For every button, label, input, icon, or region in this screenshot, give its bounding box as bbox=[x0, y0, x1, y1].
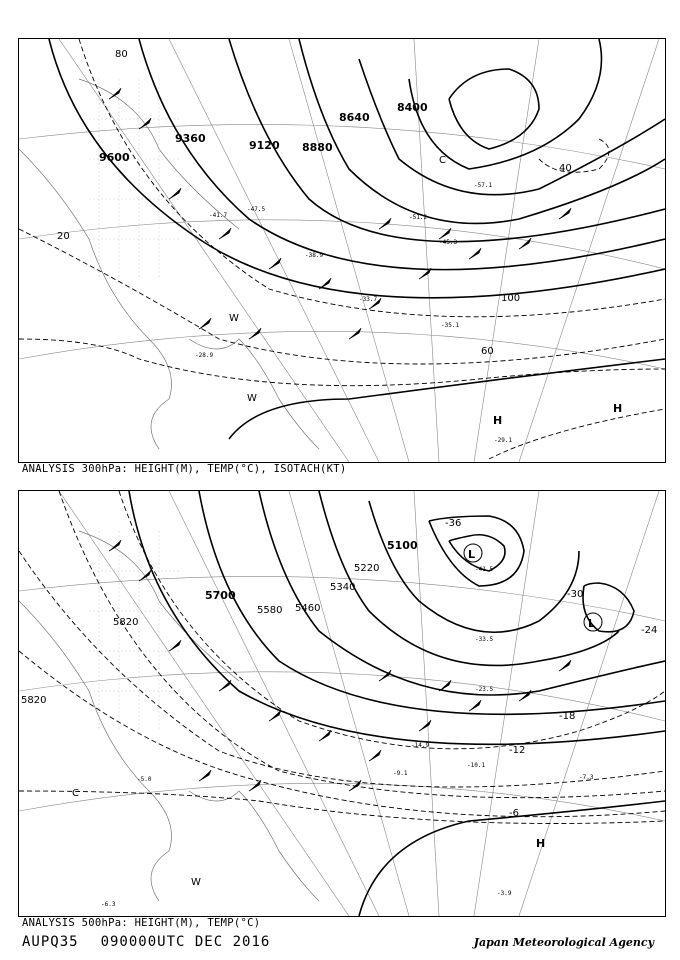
lower-height-label-5: 5340 bbox=[330, 582, 356, 593]
lower-high-center: H bbox=[536, 837, 546, 850]
lower-height-label-7: 5100 bbox=[387, 539, 418, 552]
upper-height-label-2: 9360 bbox=[175, 132, 206, 145]
upper-height-label-5: 8640 bbox=[339, 111, 370, 124]
upper-temp-10: -45.3 bbox=[439, 239, 458, 246]
upper-temp-4: -41.7 bbox=[209, 212, 228, 219]
upper-wind-marker-2: W bbox=[247, 393, 257, 404]
lower-height-contours bbox=[129, 491, 665, 916]
lower-map-500hpa bbox=[18, 490, 666, 917]
lower-height-label-6: 5220 bbox=[354, 563, 380, 574]
upper-map-300hpa bbox=[18, 38, 666, 463]
upper-height-label-3: 9120 bbox=[249, 139, 280, 152]
upper-wind-marker-1: W bbox=[229, 313, 239, 324]
upper-height-label-4: 8880 bbox=[302, 141, 333, 154]
upper-isotach-label-1: 20 bbox=[57, 231, 70, 242]
lower-temp-7: -5.0 bbox=[137, 776, 152, 783]
upper-temp-6: -51.2 bbox=[409, 214, 428, 221]
upper-height-label-1: 9600 bbox=[99, 151, 130, 164]
lower-height-label-3: 5580 bbox=[257, 605, 283, 616]
lower-map-canvas bbox=[19, 491, 665, 916]
lower-low-center-1: L bbox=[468, 548, 476, 561]
upper-cold-center: C bbox=[439, 155, 446, 166]
upper-temp-7: -57.1 bbox=[474, 182, 493, 189]
lower-height-label-4: 5460 bbox=[295, 603, 321, 614]
upper-high-center-2: H bbox=[613, 402, 623, 415]
lower-height-label-8: 5820 bbox=[21, 695, 47, 706]
lower-graticule bbox=[19, 491, 665, 916]
upper-isotach-label-2: 40 bbox=[559, 163, 572, 174]
lower-isotherm-label-2: -30 bbox=[567, 589, 584, 600]
upper-coastline bbox=[19, 79, 319, 449]
lower-low-center-2: L bbox=[588, 617, 596, 630]
lower-temp-8: -6.3 bbox=[101, 901, 116, 908]
lower-coastline bbox=[19, 531, 319, 901]
lower-temp-10: -33.5 bbox=[475, 636, 494, 643]
upper-isotachs bbox=[19, 39, 665, 459]
lower-height-label-2: 5700 bbox=[205, 589, 236, 602]
lower-isotherms bbox=[19, 491, 665, 824]
lower-cold-center: C bbox=[72, 788, 79, 799]
upper-isotach-label-5: 100 bbox=[501, 293, 521, 304]
upper-high-center-1: H bbox=[493, 414, 503, 427]
upper-temp-8: -28.9 bbox=[195, 352, 214, 359]
upper-temp-9: -35.1 bbox=[441, 322, 460, 329]
lower-height-label-1: 5820 bbox=[113, 617, 139, 628]
upper-temp-2: -33.7 bbox=[359, 296, 378, 303]
lower-isotherm-label-3: -24 bbox=[641, 625, 658, 636]
lower-isotherm-label-1: -36 bbox=[445, 518, 462, 529]
upper-isotach-label-3: 60 bbox=[481, 346, 494, 357]
lower-temp-9: -23.5 bbox=[475, 686, 494, 693]
lower-hatch bbox=[89, 531, 179, 731]
lower-isotherm-label-6: -6 bbox=[509, 808, 519, 819]
lower-temp-4: -9.1 bbox=[393, 770, 408, 777]
agency-name: Japan Meteorological Agency bbox=[473, 936, 654, 949]
lower-temp-3: -10.1 bbox=[467, 762, 486, 769]
lower-map-caption: ANALYSIS 500hPa: HEIGHT(M), TEMP(°C) bbox=[22, 917, 261, 929]
upper-isotach-label-4: 80 bbox=[115, 49, 128, 60]
upper-map-caption: ANALYSIS 300hPa: HEIGHT(M), TEMP(°C), ISOTACH(KT) bbox=[22, 463, 347, 475]
chart-code: AUPQ35 bbox=[22, 934, 79, 950]
upper-height-label-6: 8400 bbox=[397, 101, 428, 114]
footer-chart-id bbox=[22, 934, 292, 950]
upper-temp-1: -29.1 bbox=[494, 437, 513, 444]
lower-temp-2: -14.9 bbox=[411, 742, 430, 749]
upper-map-canvas bbox=[19, 39, 665, 462]
upper-temp-3: -38.9 bbox=[305, 252, 324, 259]
lower-isotherm-label-4: -18 bbox=[559, 711, 576, 722]
lower-isotherm-label-5: -12 bbox=[509, 745, 526, 756]
upper-temp-5: -47.5 bbox=[247, 206, 266, 213]
valid-time: 090000UTC DEC 2016 bbox=[100, 934, 271, 950]
lower-temp-6: -3.9 bbox=[497, 890, 512, 897]
lower-wind-marker-1: W bbox=[191, 877, 201, 888]
lower-temp-5: -7.3 bbox=[579, 774, 594, 781]
lower-temp-1: -41.5 bbox=[475, 566, 494, 573]
